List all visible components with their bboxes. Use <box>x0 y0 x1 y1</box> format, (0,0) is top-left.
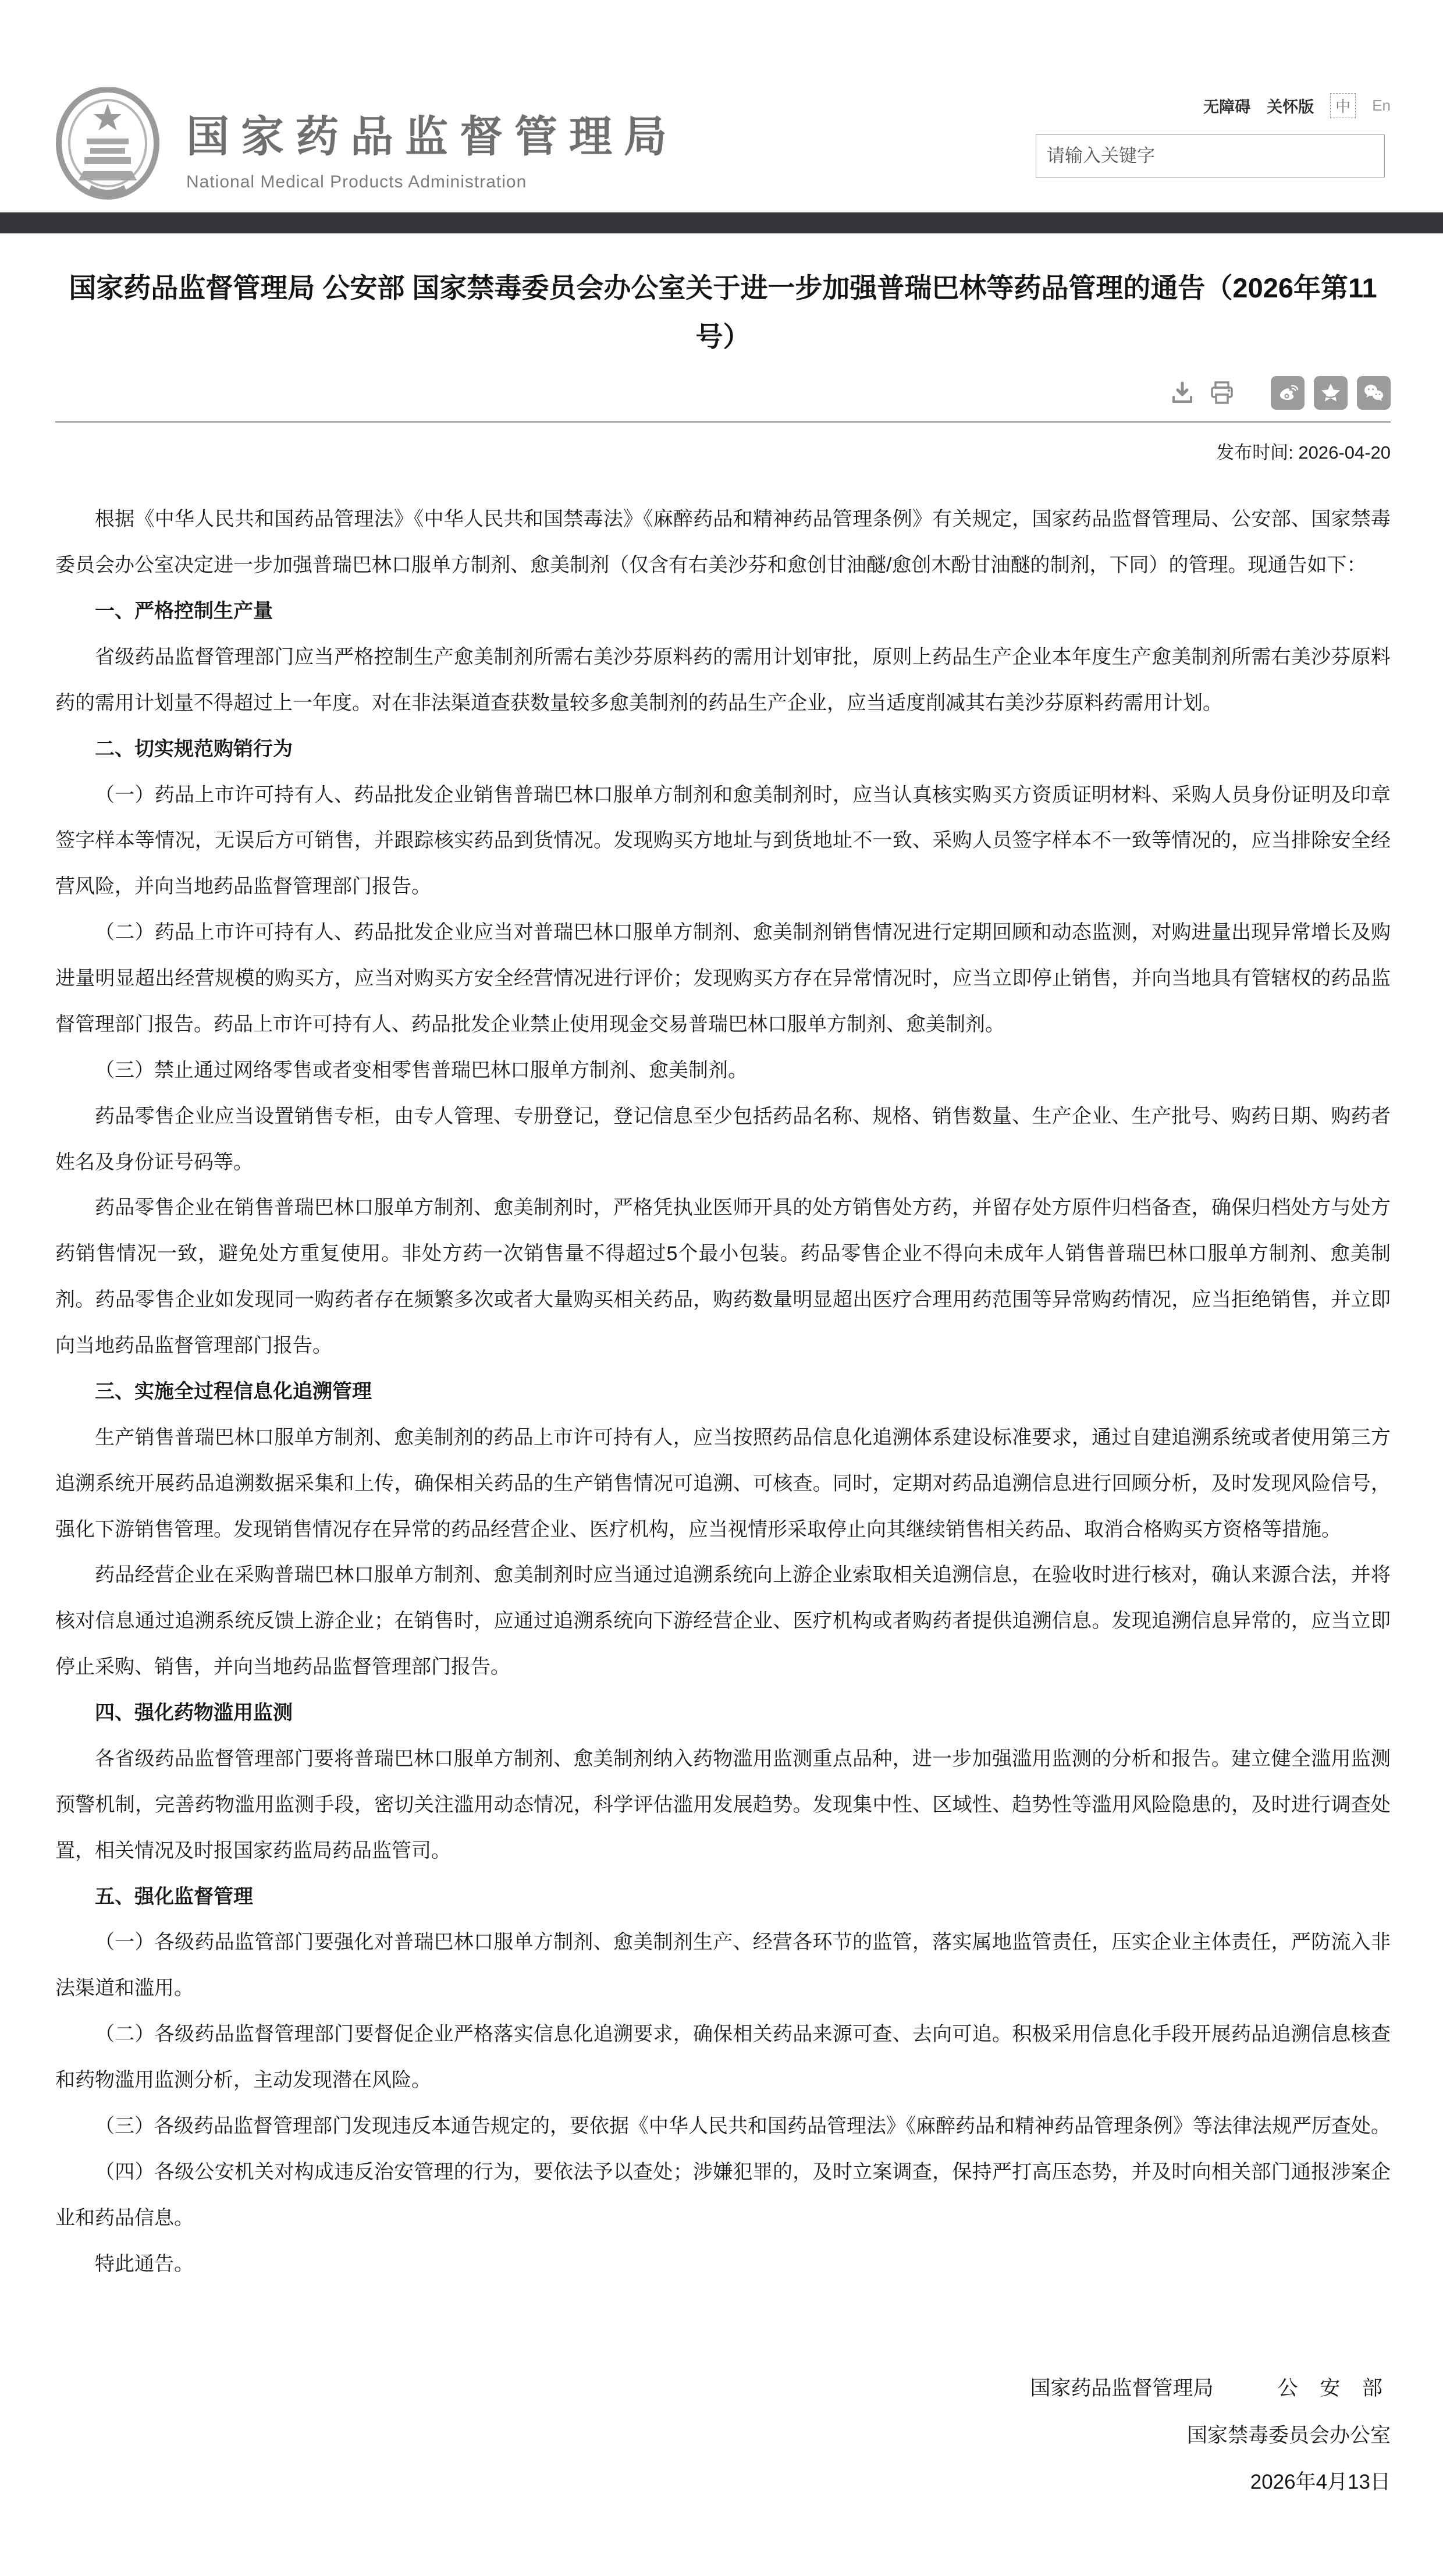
brand-text <box>186 102 678 192</box>
care-version-link[interactable]: 关怀版 <box>1267 98 1314 116</box>
lang-zh-button[interactable]: 中 <box>1330 93 1356 118</box>
section-heading: 一、严格控制生产量 <box>95 600 273 623</box>
paragraph: 生产销售普瑞巴林口服单方制剂、愈美制剂的药品上市许可持有人，应当按照药品信息化追溯体系建设标准要求，通过自建追溯系统或者使用第三方追溯系统开展药品追溯数据采集和上传，确保相关药品的生产销售情况可追溯、可核查。同时，定期对药品追溯信息进行回顾分析，及时发现风险信号，强化下游销售管理。发现销售情况存在异常的药品经营企业、医疗机构，应当视情形采取停止向其继续销售相关药品、取消合格购买方资格等措施。 <box>55 1426 1391 1541</box>
paragraph: 药品零售企业在销售普瑞巴林口服单方制剂、愈美制剂时，严格凭执业医师开具的处方销售处方药，并留存处方原件归档备查，确保归档处方与处方药销售情况一致，避免处方重复使用。非处方药一次销售量不得超过5个最小包装。药品零售企业不得向未成年人销售普瑞巴林口服单方制剂、愈美制剂。药品零售企业如发现同一购药者存在频繁多次或者大量购买相关药品，购药数量明显超出医疗合理用药范围等异常购药情况，应当拒绝销售，并立即向当地药品监督管理部门报告。 <box>55 1197 1391 1357</box>
signer-org-nncc: 国家禁毒委员会办公室 <box>1186 2424 1391 2447</box>
search-box <box>1036 134 1391 178</box>
header-divider-bar <box>0 212 1443 233</box>
paragraph: 药品零售企业应当设置销售专柜，由专人管理、专册登记，登记信息至少包括药品名称、规格、销售数量、生产企业、生产批号、购药日期、购药者姓名及身份证号码等。 <box>55 1105 1391 1173</box>
paragraph: （二）药品上市许可持有人、药品批发企业应当对普瑞巴林口服单方制剂、愈美制剂销售情况进行定期回顾和动态监测，对购进量出现异常增长及购进量明显超出经营规模的购买方，应当对购买方安全经营情况进行评价；发现购买方存在异常情况时，应当立即停止销售，并向当地具有管辖权的药品监督管理部门报告。药品上市许可持有人、药品批发企业禁止使用现金交易普瑞巴林口服单方制剂、愈美制剂。 <box>55 921 1391 1035</box>
paragraph: （一）各级药品监管部门要强化对普瑞巴林口服单方制剂、愈美制剂生产、经营各环节的监管，落实属地监管责任，压实企业主体责任，严防流入非法渠道和滥用。 <box>55 1931 1391 2000</box>
signature-block <box>0 2365 1443 2576</box>
qzone-share-icon[interactable] <box>1314 376 1348 410</box>
lang-en-button[interactable]: En <box>1372 97 1391 114</box>
header-right <box>1036 87 1391 178</box>
publish-date-label: 发布时间: <box>1216 442 1293 463</box>
site-header <box>0 0 1443 212</box>
site-brand <box>55 87 678 207</box>
notice-body <box>55 496 1391 2287</box>
section-heading: 三、实施全过程信息化追溯管理 <box>95 1380 372 1403</box>
paragraph: （三）各级药品监督管理部门发现违反本通告规定的，要依据《中华人民共和国药品管理法》《麻醉药品和精神药品管理条例》等法律法规严厉查处。 <box>95 2114 1391 2137</box>
search-input[interactable] <box>1036 134 1385 178</box>
paragraph: 药品经营企业在采购普瑞巴林口服单方制剂、愈美制剂时应当通过追溯系统向上游企业索取相关追溯信息，在验收时进行核对，确认来源合法，并将核对信息通过追溯系统反馈上游企业；在销售时，应通过追溯系统向下游经营企业、医疗机构或者购药者提供追溯信息。发现追溯信息异常的，应当立即停止采购、销售，并向当地药品监督管理部门报告。 <box>55 1564 1391 1679</box>
top-links <box>1036 93 1391 118</box>
signer-org-nmpa: 国家药品监督管理局 <box>1030 2377 1214 2400</box>
page-title: 国家药品监督管理局 公安部 国家禁毒委员会办公室关于进一步加强普瑞巴林等药品管理的通告（2026年第11号） <box>69 272 1377 352</box>
section-heading: 二、切实规范购销行为 <box>95 737 293 760</box>
print-icon[interactable] <box>1207 378 1237 408</box>
wechat-share-icon[interactable] <box>1357 376 1391 410</box>
accessibility-link[interactable]: 无障碍 <box>1203 98 1251 116</box>
paragraph: 特此通告。 <box>95 2252 194 2275</box>
publish-date-line <box>55 438 1391 464</box>
paragraph: 各省级药品监督管理部门要将普瑞巴林口服单方制剂、愈美制剂纳入药物滥用监测重点品种，进一步加强滥用监测的分析和报告。建立健全滥用监测预警机制，完善药物滥用监测手段，密切关注滥用动态情况，科学评估滥用发展趋势。发现集中性、区域性、趋势性等滥用风险隐患的，及时进行调查处置，相关情况及时报国家药监局药品监管司。 <box>55 1747 1391 1862</box>
section-heading: 四、强化药物滥用监测 <box>95 1702 293 1725</box>
paragraph: （三）禁止通过网络零售或者变相零售普瑞巴林口服单方制剂、愈美制剂。 <box>95 1059 748 1081</box>
site-name-zh: 国家药品监督管理局 <box>186 112 678 161</box>
signature-date: 2026年4月13日 <box>1250 2471 1391 2494</box>
article-toolbar <box>55 376 1391 410</box>
section-heading: 五、强化监督管理 <box>95 1885 253 1908</box>
publish-date-value: 2026-04-20 <box>1298 442 1391 463</box>
article <box>0 264 1443 2287</box>
site-name-en: National Medical Products Administration <box>186 172 527 191</box>
toolbar-divider <box>55 421 1391 423</box>
weibo-share-icon[interactable] <box>1271 376 1305 410</box>
signer-orgs-line <box>55 2365 1391 2412</box>
signer-org-mps: 公 安 部 <box>1277 2377 1391 2400</box>
paragraph: （一）药品上市许可持有人、药品批发企业销售普瑞巴林口服单方制剂和愈美制剂时，应当认真核实购买方资质证明材料、采购人员身份证明及印章签字样本等情况，无误后方可销售，并跟踪核实药品到货情况。发现购买方地址与到货地址不一致、采购人员签字样本不一致等情况的，应当排除安全经营风险，并向当地药品监督管理部门报告。 <box>55 783 1391 898</box>
download-icon[interactable] <box>1167 378 1197 408</box>
paragraph: （四）各级公安机关对构成违反治安管理的行为，要依法予以查处；涉嫌犯罪的，及时立案调查，保持严打高压态势，并及时向相关部门通报涉案企业和药品信息。 <box>55 2160 1391 2229</box>
national-emblem-logo <box>55 87 160 207</box>
paragraph: （二）各级药品监督管理部门要督促企业严格落实信息化追溯要求，确保相关药品来源可查、去向可追。积极采用信息化手段开展药品追溯信息核查和药物滥用监测分析，主动发现潜在风险。 <box>55 2023 1391 2092</box>
paragraph: 根据《中华人民共和国药品管理法》《中华人民共和国禁毒法》《麻醉药品和精神药品管理条例》有关规定，国家药品监督管理局、公安部、国家禁毒委员会办公室决定进一步加强普瑞巴林口服单方制剂、愈美制剂（仅含有右美沙芬和愈创甘油醚/愈创木酚甘油醚的制剂，下同）的管理。现通告如下： <box>55 508 1391 577</box>
paragraph: 省级药品监督管理部门应当严格控制生产愈美制剂所需右美沙芬原料药的需用计划审批，原则上药品生产企业本年度生产愈美制剂所需右美沙芬原料药的需用计划量不得超过上一年度。对在非法渠道查获数量较多愈美制剂的药品生产企业，应当适度削减其右美沙芬原料药需用计划。 <box>55 645 1391 714</box>
